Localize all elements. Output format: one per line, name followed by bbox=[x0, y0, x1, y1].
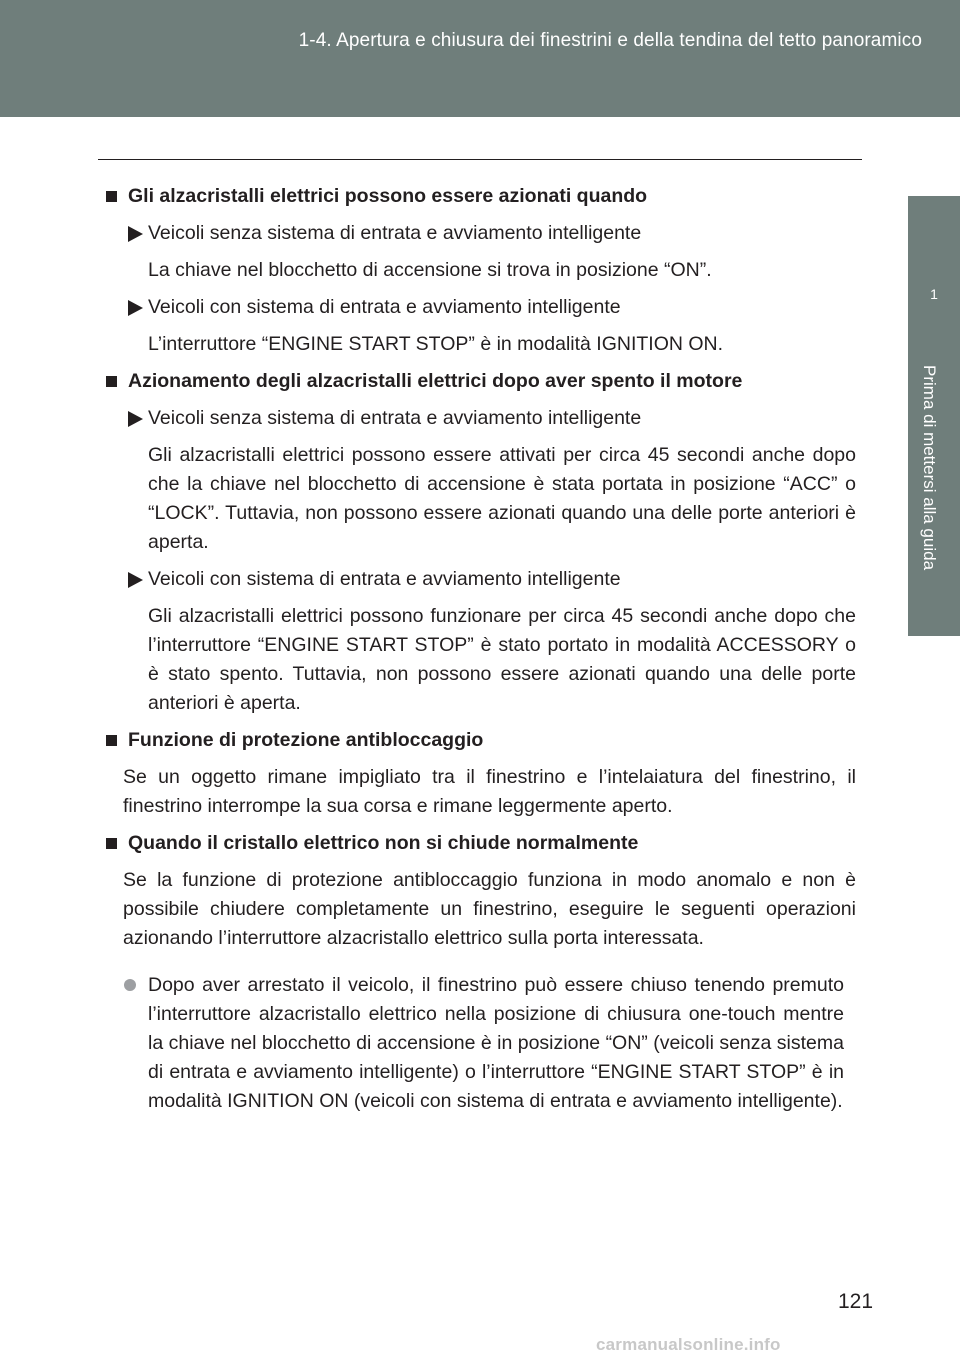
bullet-paragraph: Dopo aver arrestato il veicolo, il finestrino può essere chiuso tenendo premuto l’interruttore alzacristallo elettrico nella posizione di chiusura one-touch mentre la chiave nel blocchetto di accensione è in posizione “ON” (veicoli senza sistema di entrata e avviamento intelligente) o l’interruttore “ENGINE START STOP” è in modalità IGNITION ON (veicoli con sistema di entrata e avviamento intelligente). bbox=[104, 971, 856, 1116]
triangle-arrow-icon bbox=[128, 300, 143, 316]
watermark: carmanualsonline.info bbox=[596, 1335, 781, 1354]
section-heading: Quando il cristallo elettrico non si chiude normalmente bbox=[104, 829, 856, 858]
page-content bbox=[104, 182, 856, 1116]
square-bullet-icon bbox=[106, 838, 117, 849]
subsection-title: Veicoli senza sistema di entrata e avviamento intelligente bbox=[104, 219, 856, 248]
chapter-tab bbox=[908, 196, 960, 356]
section-text: Se un oggetto rimane impigliato tra il finestrino e l’intelaiatura del finestrino, il finestrino interrompe la sua corsa e rimane leggermente aperto. bbox=[123, 766, 856, 817]
square-bullet-icon bbox=[106, 735, 117, 746]
chapter-title: 1-4. Apertura e chiusura dei finestrini e della tendina del tetto panoramico bbox=[298, 30, 922, 51]
chapter-tab-number: 1 bbox=[930, 286, 938, 302]
subsection-text: L’interruttore “ENGINE START STOP” è in modalità IGNITION ON. bbox=[148, 333, 724, 355]
triangle-arrow-icon bbox=[128, 411, 143, 427]
circle-bullet-icon bbox=[124, 979, 136, 991]
header-rule bbox=[98, 159, 862, 160]
square-bullet-icon bbox=[106, 376, 117, 387]
page-number: 121 bbox=[838, 1290, 874, 1313]
section-text: Se la funzione di protezione antibloccaggio funziona in modo anomalo e non è possibile chiudere completamente un finestrino, eseguire le seguenti operazioni azionando l’interruttore alzacristallo elettrico sulla porta interessata. bbox=[123, 869, 856, 949]
square-bullet-icon bbox=[106, 191, 117, 202]
subsection-title: Veicoli con sistema di entrata e avviamento intelligente bbox=[104, 293, 856, 322]
subsection-title: Veicoli senza sistema di entrata e avviamento intelligente bbox=[104, 404, 856, 433]
subsection-text: Gli alzacristalli elettrici possono essere attivati per circa 45 secondi anche dopo che la chiave nel blocchetto di accensione è stata portata in posizione “ACC” o “LOCK”. Tuttavia, non possono essere azionati quando una delle porte anteriori è aperta. bbox=[148, 444, 856, 553]
subsection-text: La chiave nel blocchetto di accensione si trova in posizione “ON”. bbox=[148, 259, 712, 281]
chapter-side-label: Prima di mettersi alla guida bbox=[920, 365, 939, 571]
section-heading: Azionamento degli alzacristalli elettrici dopo aver spento il motore bbox=[104, 367, 856, 396]
page-header bbox=[0, 0, 960, 117]
triangle-arrow-icon bbox=[128, 226, 143, 242]
section-heading: Gli alzacristalli elettrici possono essere azionati quando bbox=[104, 182, 856, 211]
subsection-title: Veicoli con sistema di entrata e avviamento intelligente bbox=[104, 565, 856, 594]
section-heading: Funzione di protezione antibloccaggio bbox=[104, 726, 856, 755]
triangle-arrow-icon bbox=[128, 572, 143, 588]
subsection-text: Gli alzacristalli elettrici possono funzionare per circa 45 secondi anche dopo che l’interruttore “ENGINE START STOP” è stato portato in modalità ACCESSORY o è stato spento. Tuttavia, non possono essere azionati quando una delle porte anteriori è aperta. bbox=[148, 605, 856, 714]
